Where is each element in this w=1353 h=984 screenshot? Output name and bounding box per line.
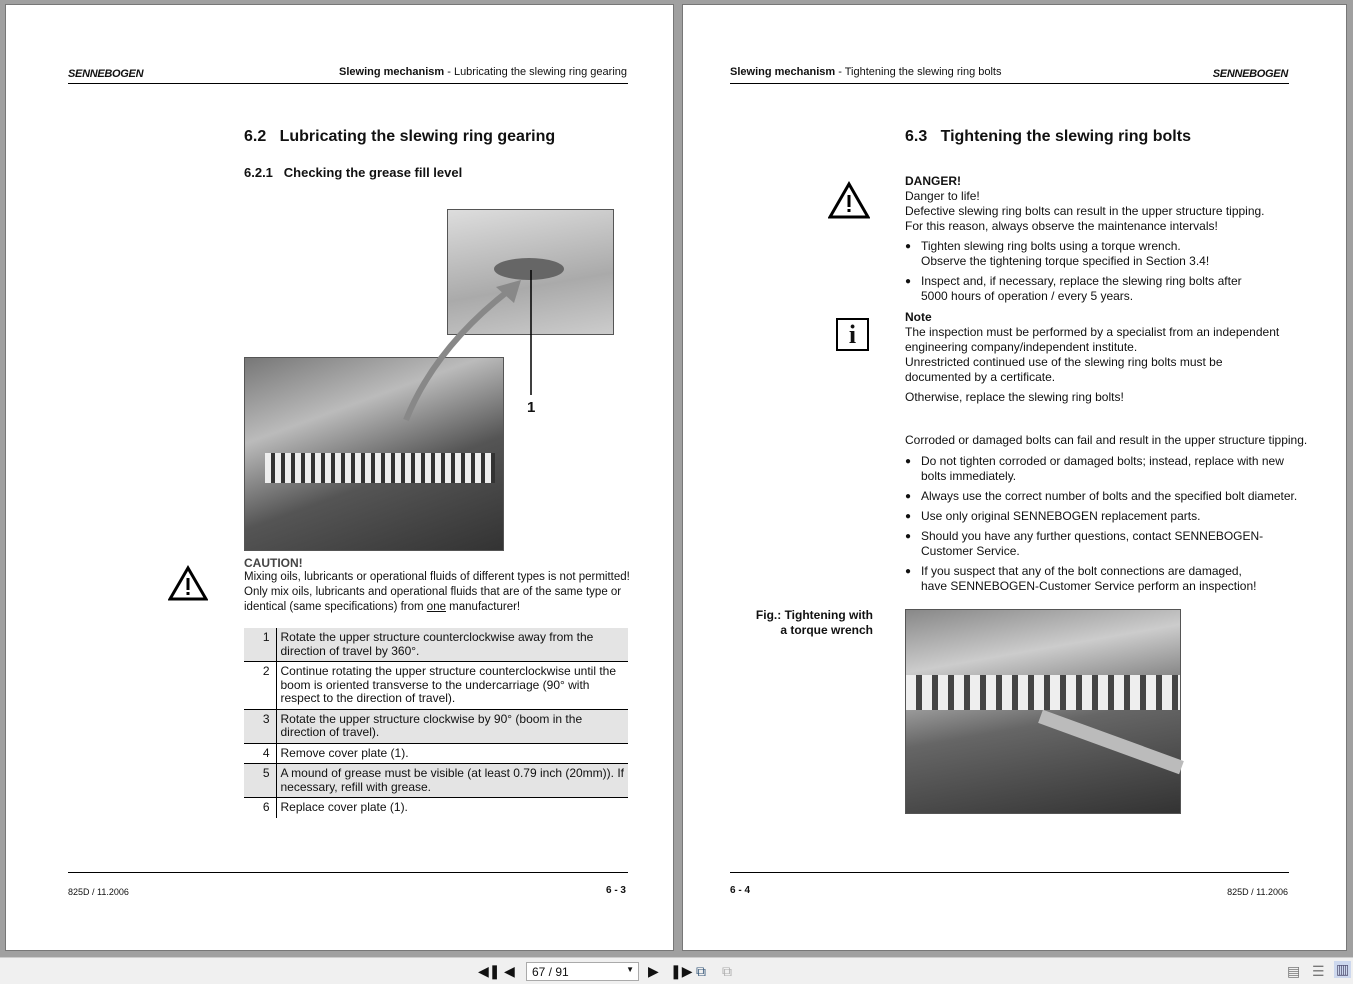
footer-rule — [730, 872, 1289, 873]
chevron-down-icon[interactable]: ▼ — [626, 965, 634, 974]
list-item: ● Always use the correct number of bolts and the specified bolt diameter. — [921, 489, 1297, 504]
two-page-view-icon[interactable]: ▥ — [1336, 961, 1350, 977]
danger-title: DANGER! — [905, 174, 961, 188]
header-rule — [730, 83, 1289, 84]
caution-title: CAUTION! — [244, 556, 303, 570]
page-number: 6 - 4 — [730, 885, 751, 896]
right-page — [682, 4, 1347, 951]
section-heading: 6.2 Lubricating the slewing ring gearing — [244, 128, 556, 145]
caution-text: Mixing oils, lubricants or operational fluids of different types is not permitted! Only mix oils, lubricants and operational fluids that are of the same type or identical (same specifications) from one manufacturer! — [244, 571, 630, 613]
subsection-heading: 6.2.1 Checking the grease fill level — [244, 165, 463, 180]
first-page-icon[interactable]: ◀❚ — [478, 963, 501, 979]
note-title: Note — [905, 310, 932, 324]
header-rule — [68, 83, 628, 84]
single-page-view-icon[interactable]: ▤ — [1287, 963, 1301, 979]
procedure-steps-table — [244, 628, 628, 818]
left-page — [5, 4, 674, 951]
info-icon: i — [836, 318, 869, 351]
list-item: ● Use only original SENNEBOGEN replacement parts. — [921, 509, 1200, 524]
continuous-view-icon[interactable]: ☰ — [1312, 963, 1325, 979]
page-number-input[interactable]: 67 / 91 ▼ — [526, 962, 639, 981]
page-number: 6 - 3 — [605, 885, 626, 896]
callout-number: 1 — [527, 399, 536, 416]
note-extra: Otherwise, replace the slewing ring bolts! — [905, 390, 1124, 404]
corroded-bolts-text: Corroded or damaged bolts can fail and result in the upper structure tipping. — [905, 433, 1308, 447]
figure-caption: Fig.: Tightening with a torque wrench — [755, 608, 873, 637]
table-row: 5 A mound of grease must be visible (at least 0.79 inch (20mm)). If necessary, refill with grease. — [244, 764, 628, 798]
page-header — [730, 66, 1001, 78]
page-header — [339, 66, 627, 78]
danger-text: Danger to life! Defective slewing ring bolts can result in the upper structure tipping. For this reason, always observe the maintenance intervals! — [905, 189, 1265, 233]
danger-warning-icon — [828, 181, 870, 219]
section-heading: 6.3 Tightening the slewing ring bolts — [905, 128, 1191, 145]
header-topic: - Tightening the slewing ring bolts — [835, 66, 1002, 78]
last-page-icon[interactable]: ❚▶ — [670, 963, 693, 979]
header-chapter: Slewing mechanism — [339, 66, 445, 78]
viewer-toolbar — [0, 957, 1353, 984]
list-item: ● Inspect and, if necessary, replace the slewing ring bolts after 5000 hours of operation / every 5 years. — [921, 274, 1242, 304]
list-item: ● Should you have any further questions, contact SENNEBOGEN- Customer Service. — [921, 529, 1263, 559]
table-row: 3 Rotate the upper structure clockwise by 90° (boom in the direction of travel). — [244, 709, 628, 743]
table-row: 4 Remove cover plate (1). — [244, 743, 628, 764]
footer-model-date: 825D / 11.2006 — [1227, 887, 1288, 897]
footer-rule — [68, 872, 628, 873]
next-view-icon[interactable]: ⧉ — [722, 963, 732, 979]
table-row: 1 Rotate the upper structure counterclockwise away from the direction of travel by 360°. — [244, 628, 628, 662]
footer-model-date: 825D / 11.2006 — [68, 887, 129, 897]
note-text: The inspection must be performed by a specialist from an independent engineering company/independent institute. Unrestricted continued use of the slewing ring bolts must be documented by a certificate. — [905, 325, 1280, 384]
table-row: 2 Continue rotating the upper structure counterclockwise until the boom is oriented transverse to the undercarriage (90° with respect to the direction of travel). — [244, 662, 628, 710]
callout-arrow — [396, 265, 546, 425]
torque-wrench-photo — [905, 609, 1181, 814]
list-item: ● If you suspect that any of the bolt connections are damaged, have SENNEBOGEN-Customer Service perform an inspection! — [921, 564, 1256, 594]
header-chapter: Slewing mechanism — [730, 66, 836, 78]
list-item: ● Tighten slewing ring bolts using a torque wrench. Observe the tightening torque specified in Section 3.4! — [921, 239, 1209, 269]
warning-icon — [168, 565, 208, 601]
header-topic: - Lubricating the slewing ring gearing — [444, 66, 627, 78]
next-page-icon[interactable]: ▶ — [648, 963, 659, 979]
sennebogen-logo: SENNEBOGEN — [68, 68, 144, 80]
table-row: 6 Replace cover plate (1). — [244, 798, 628, 818]
list-item: ● Do not tighten corroded or damaged bolts; instead, replace with new bolts immediately. — [921, 454, 1284, 484]
previous-page-icon[interactable]: ◀ — [504, 963, 515, 979]
previous-view-icon[interactable]: ⧉ — [696, 963, 706, 979]
sennebogen-logo: SENNEBOGEN — [1212, 68, 1288, 80]
